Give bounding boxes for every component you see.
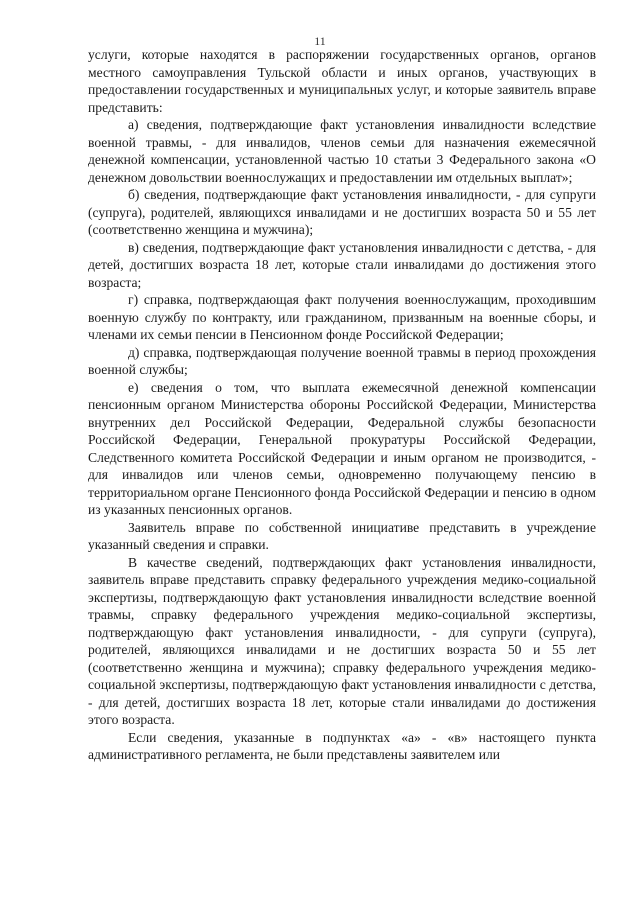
- paragraph-item-a: а) сведения, подтверждающие факт установления инвалидности вследствие военной травмы, - для инвалидов, членов семьи для назначения ежемесячной денежной компенсации, установленной частью 10 статьи 3 Федерального закона «О денежном довольствии военнослужащих и предоставлении им отдельных выплат»;: [88, 117, 596, 185]
- paragraph-if-not-provided: Если сведения, указанные в подпунктах «а» - «в» настоящего пункта административного регламента, не были представлены заявителем или: [88, 729, 596, 762]
- paragraph-intro: услуги, которые находятся в распоряжении государственных органов, органов местного самоуправления Тульской области и иных органов, участвующих в предоставлении государственных и муниципальных услуг, и которые заявитель вправе представить:: [88, 47, 596, 115]
- paragraph-item-d: д) справка, подтверждающая получение военной травмы в период прохождения военной службы;: [88, 344, 596, 377]
- paragraph-item-e: е) сведения о том, что выплата ежемесячной денежной компенсации пенсионным органом Министерства обороны Российской Федерации, Министерства внутренних дел Российской Федерации, Федеральной службы безопасности Российской Федерации, Генеральной прокуратуры Российской Федерации, Следственного комитета Российской Федерации и иным органом не производится, - для инвалидов или членов семьи, одновременно получающему пенсию в территориальном органе Пенсионного фонда Российской Федерации и пенсию в одном из указанных пенсионных органов.: [88, 379, 596, 517]
- page-number: 11: [314, 34, 326, 48]
- paragraph-item-g: г) справка, подтверждающая факт получения военнослужащим, проходившим военную службу по контракту, или гражданином, призванным на военные сборы, и членами их семьи пенсии в Пенсионном фонде Российской Федерации;: [88, 292, 596, 342]
- paragraph-disability-certificates: В качестве сведений, подтверждающих факт установления инвалидности, заявитель вправе представить справку федерального учреждения медико-социальной экспертизы, подтверждающую факт установления инвалидности вследствие военной травмы, справку федерального учреждения медико-социальной экспертизы, подтверждающую факт установления инвалидности, - для супруги (супруга), родителей, являющихся инвалидами и не достигших возраста 50 и 55 лет (соответственно женщина и мужчина); справку федерального учреждения медико-социальной экспертизы, подтверждающую факт установления инвалидности с детства, - для детей, достигших возраста 18 лет, которые стали инвалидами до достижения этого возраста.: [88, 554, 596, 727]
- paragraph-item-v: в) сведения, подтверждающие факт установления инвалидности с детства, - для детей, достигших возраста 18 лет, которые стали инвалидами до достижения этого возраста;: [88, 239, 596, 290]
- paragraph-initiative: Заявитель вправе по собственной инициативе представить в учреждение указанный сведения и справки.: [88, 519, 596, 552]
- document-body: [88, 46, 596, 764]
- paragraph-item-b: б) сведения, подтверждающие факт установления инвалидности, - для супруги (супруга), родителей, являющихся инвалидами и не достигших возраста 50 и 55 лет (соответственно женщина и мужчина);: [88, 187, 596, 237]
